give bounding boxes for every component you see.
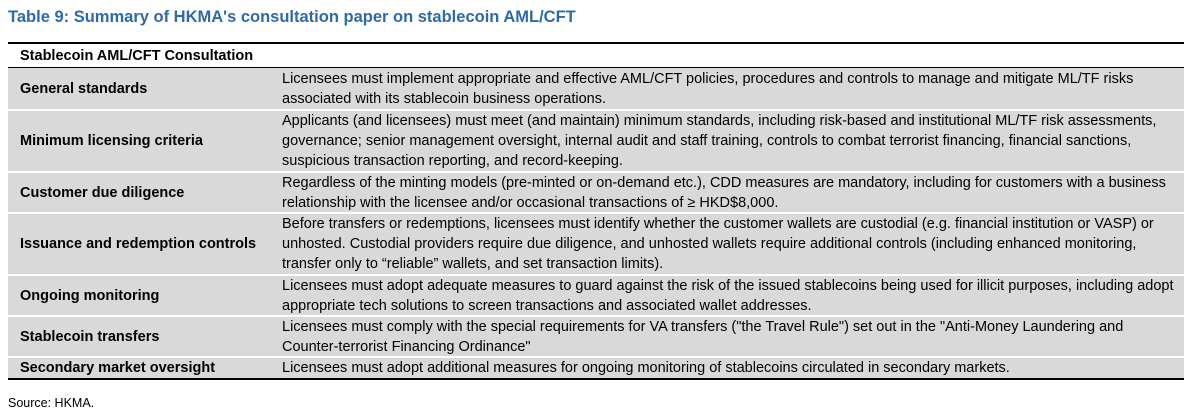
consultation-table [8, 42, 1184, 380]
row-description: Licensees must implement appropriate and effective AML/CFT policies, procedures and controls to manage and mitigate ML/TF risks associated with its stablecoin business operations. [282, 70, 1134, 107]
table-row [8, 109, 1184, 171]
row-description: Before transfers or redemptions, licensees must identify whether the customer wallets are custodial (e.g. financial institution or VASP) or unhosted. Custodial providers require due diligence, and unhosted wallets require additional controls (including enhanced monitoring, transfer only to “reliable” wallets, and set transaction limits). [282, 216, 1154, 272]
row-description: Licensees must adopt additional measures for ongoing monitoring of stablecoins circulated in secondary markets. [282, 360, 1010, 376]
row-description: Licensees must adopt adequate measures to guard against the risk of the issued stablecoins being used for illicit purposes, including adopt appropriate tech solutions to screen transactions and associated wallet addresses. [282, 277, 1174, 314]
table-header: Stablecoin AML/CFT Consultation [8, 44, 1184, 68]
table-row [8, 68, 1184, 109]
source-note: Source: HKMA. [8, 396, 95, 410]
row-label: Ongoing monitoring [20, 287, 160, 304]
row-description: Regardless of the minting models (pre-minted or on-demand etc.), CDD measures are mandatory, including for customers with a business relationship with the licensee and/or occasional transactions of ≥ HKD$8,000. [282, 174, 1166, 211]
table-row [8, 212, 1184, 274]
row-description: Applicants (and licensees) must meet (and maintain) minimum standards, including risk-based and institutional ML/TF risk assessments, governance; senior management oversight, internal audit and staff training, controls to combat terrorist financing, financial sanctions, suspicious transaction reporting, and record-keeping. [282, 113, 1157, 169]
row-label: General standards [20, 80, 148, 97]
table-row [8, 356, 1184, 378]
table-row [8, 171, 1184, 212]
row-label: Minimum licensing criteria [20, 133, 203, 149]
table-row [8, 315, 1184, 356]
row-label: Issuance and redemption controls [20, 236, 257, 252]
table-row [8, 274, 1184, 315]
row-description: Licensees must comply with the special requirements for VA transfers ("the Travel Rule") set out in the "Anti-Money Laundering and Counter-terrorist Financing Ordinance" [282, 318, 1124, 355]
row-label: Secondary market oversight [20, 360, 216, 376]
row-label: Stablecoin transfers [20, 328, 160, 345]
row-label: Customer due diligence [20, 184, 185, 201]
table-title: Table 9: Summary of HKMA's consultation paper on stablecoin AML/CFT [8, 8, 576, 26]
